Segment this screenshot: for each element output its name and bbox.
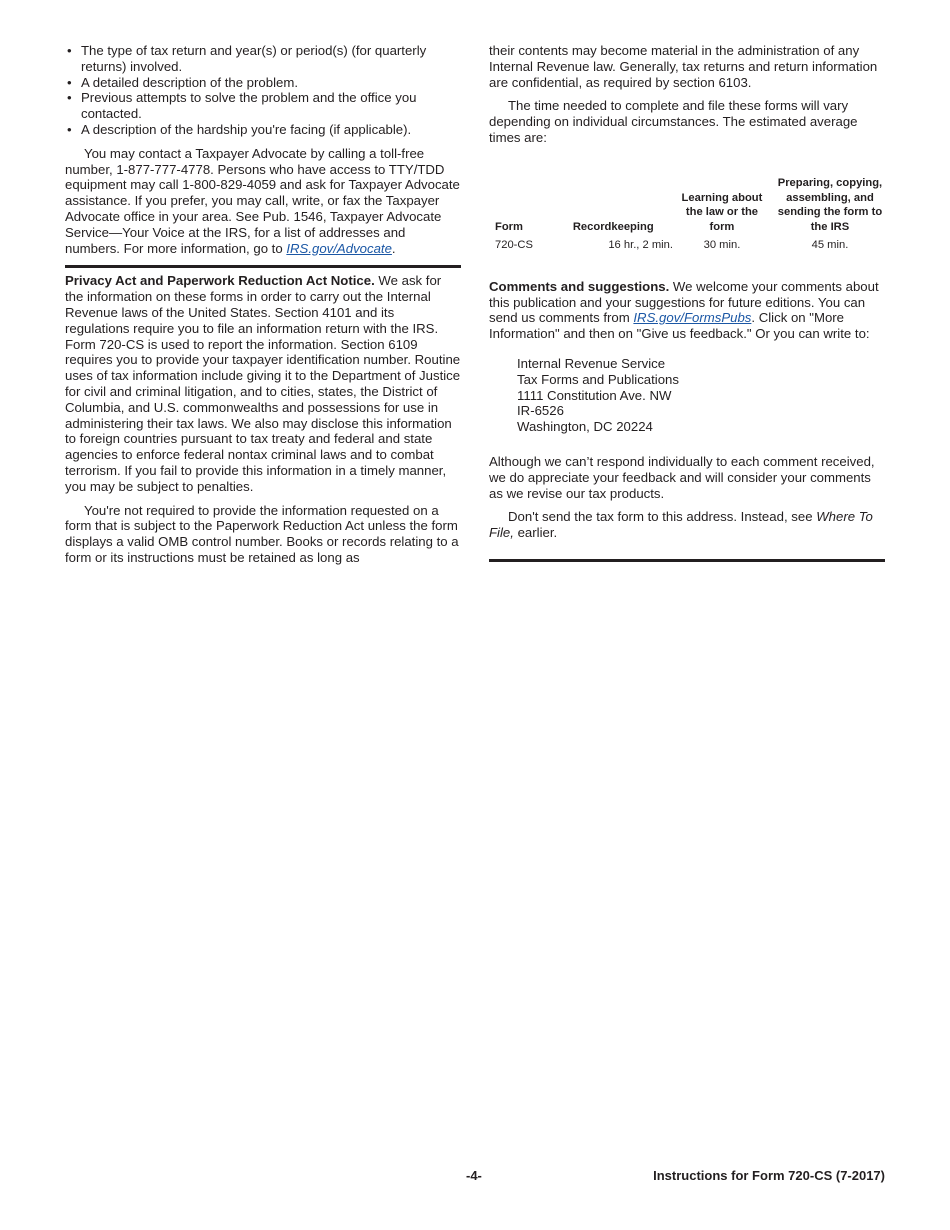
where-to-file-reference: Where To File, [489,509,873,541]
time-paragraph: The time needed to complete and file these forms will vary depending on individual circumstances. The estimated average times are: [489,98,858,145]
address-line: Washington, DC 20224 [517,419,653,435]
respond-paragraph: Although we can’t respond individually to each comment received, we do appreciate your feedback and will consider your comments as we revise our tax products. [489,453,875,501]
section-divider [65,265,461,268]
advocate-link[interactable]: IRS.gov/Advocate [286,240,392,256]
right-column [489,43,885,562]
advocate-text: You may contact a Taxpayer Advocate by calling a toll-free number, 1-877-777-4778. Persons who have access to TTY/TDD equipment may call 1-800-829-4059 and ask for Taxpayer Advocate assistance. If you prefer, you may call, write, or fax the Taxpayer Advocate office in your area. See Pub. 1546, Taxpayer Advocate Service—Your Voice at the IRS, for a list of addresses and numbers. For more information, go to [65,145,460,256]
table-cell-preparing: 45 min. [811,238,849,251]
table-cell-learning: 30 min. [703,238,741,251]
forms-pubs-link[interactable]: IRS.gov/FormsPubs [633,310,752,326]
advocate-paragraph [65,146,461,257]
omb-paragraph: You're not required to provide the information requested on a form that is subject to the Paperwork Reduction Act unless the form displays a valid OMB control number. Books or records relating to a form or its instructions must be retained as long as [65,502,459,565]
table-header-form: Form [495,221,523,234]
table-header-recordkeeping: Recordkeeping [572,221,654,234]
privacy-heading: Privacy Act and Paperwork Reduction Act Notice. [65,273,375,289]
address-line: IR-6526 [517,403,564,419]
comments-text: We welcome your comments about this publication and your suggestions for future editions. You can send us comments from [489,278,879,326]
advocate-end: . [391,240,396,256]
comments-heading: Comments and suggestions. [489,278,670,294]
address-line: Tax Forms and Publications [517,371,679,387]
list-item: • A detailed description of the problem. [65,75,461,91]
table-cell-form: 720-CS [495,238,533,251]
table-header-learning: Learning about the law or the form [681,191,763,234]
end-divider [489,559,885,562]
privacy-text: We ask for the information on these forms in order to carry out the Internal Revenue laws of the United States. Section 4101 and its regulations require you to file an information return with the IRS. Form 720-CS is used to report the information. Section 6109 requires you to provide your taxpayer identification number. Routine uses of tax information include giving it to the Department of Justice for civil and criminal litigation, and to cities, states, the District of Columbia, and U.S. commonwealths and possessions for use in administering their tax laws. We also may disclose this information to foreign countries pursuant to tax treaty and federal and state agencies to enforce federal nontax criminal laws and to combat terrorism. If you fail to provide this information in a timely manner, you may be subject to penalties. [65,273,461,494]
comments-paragraph [489,279,885,342]
page-number: -4- [466,1168,482,1183]
table-row [489,238,885,253]
dont-send-text: Don't send the tax form to this address. Instead, see [508,509,817,525]
left-column [65,43,461,566]
dont-send-paragraph [489,509,885,541]
info-bullet-list [65,43,461,138]
list-item: • The type of tax return and year(s) or period(s) (for quarterly returns) involved. [65,43,461,75]
mailing-address [517,356,885,435]
dont-send-end: earlier. [513,525,558,541]
address-line: Internal Revenue Service [517,355,666,371]
time-estimate-table [489,176,885,253]
address-line: 1111 Constitution Ave. NW [517,387,672,403]
list-item: • A description of the hardship you're facing (if applicable). [65,122,461,138]
list-item: • Previous attempts to solve the problem and the office you contacted. [65,90,461,122]
table-cell-recordkeeping: 16 hr., 2 min. [608,238,673,251]
comments-text-end: . Click on "More Information" and then on "Give us feedback." Or you can write to: [489,310,870,342]
footer-title: Instructions for Form 720-CS (7-2017) [653,1168,885,1183]
continued-paragraph: their contents may become material in the administration of any Internal Revenue law. Generally, tax returns and return information are confidential, as required by section 6103. [489,43,878,90]
privacy-paragraph [65,273,461,494]
table-header-preparing: Preparing, copying, assembling, and sending the form to the IRS [777,176,883,234]
